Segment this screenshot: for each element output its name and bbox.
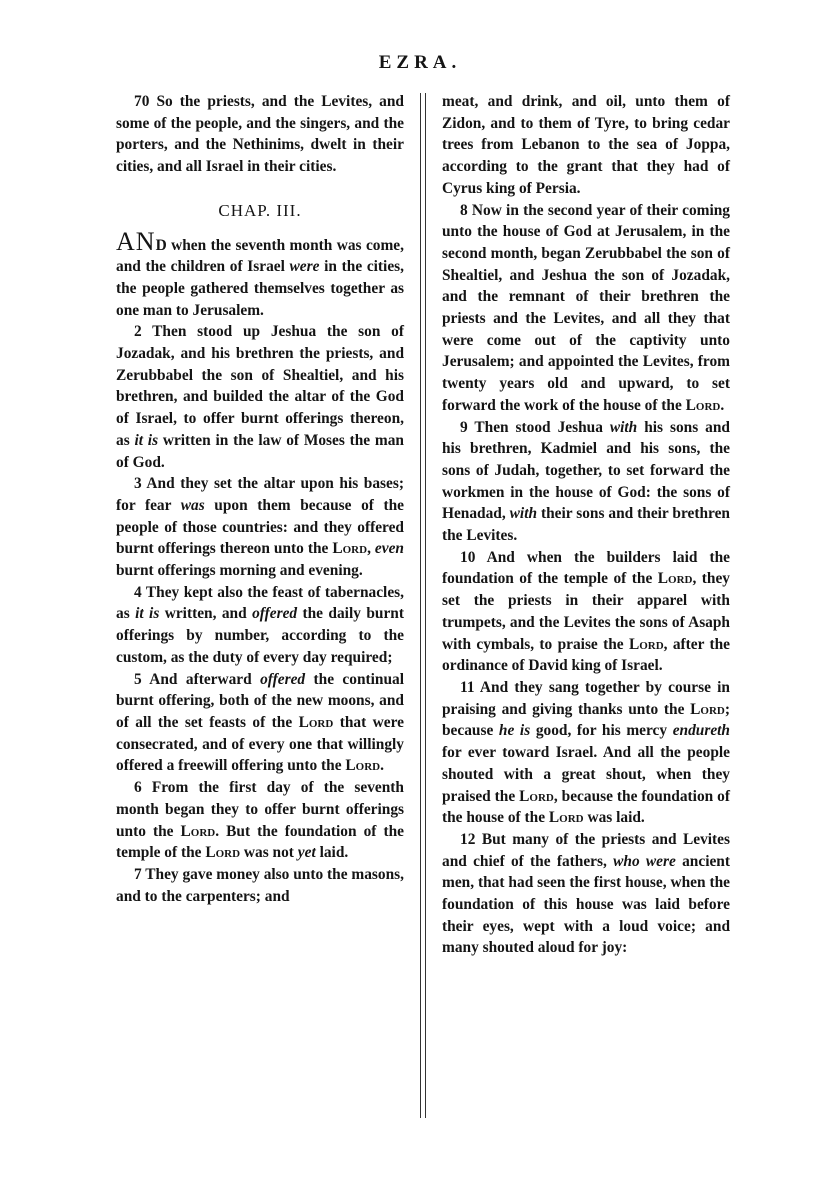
verse-text: upon them because of the people of those countries: and they offered burnt offerings thereon unto the — [116, 496, 404, 558]
verse-text: good, for his mercy — [530, 722, 673, 740]
italic-text: who were — [613, 852, 676, 870]
italic-text: it is — [135, 605, 160, 623]
verse-text: , — [367, 540, 375, 558]
verse-text: in the cities, the people gathered themselves together as one man to Jerusalem. — [116, 258, 404, 319]
verse-text: burnt offerings morning and evening. — [116, 562, 363, 580]
drop-cap: AN — [116, 226, 156, 256]
verse-text: 12 But many of the priests and Levites and chief of the fathers, — [442, 830, 730, 870]
verse-6 — [116, 777, 404, 864]
verse-7-continued: meat, and drink, and oil, unto them of Zidon, and to them of Tyre, to bring cedar trees from Lebanon to the sea of Joppa, according to the grant that they had of Cyrus king of Persia. — [442, 93, 730, 197]
verse-10 — [442, 547, 730, 677]
verse-text: 5 And afterward — [134, 670, 261, 688]
verse-text: that were consecrated, and of every one that willingly offered a freewill offering unto the — [116, 713, 404, 775]
small-caps-text: Lord — [548, 809, 584, 827]
verse-5 — [116, 669, 404, 778]
verse-9 — [442, 417, 730, 547]
verse-text: the continual burnt offering, both of the new moons, and of all the set feasts of the — [116, 670, 404, 731]
small-caps-text: Lord — [628, 635, 664, 653]
running-header: EZRA. — [378, 52, 462, 73]
verse-11 — [442, 677, 730, 829]
verse-text: the daily burnt offerings by number, according to the custom, as the duty of every day required; — [116, 605, 404, 666]
right-column — [442, 91, 730, 959]
verse-text: . But the foundation of the temple of the — [116, 822, 404, 862]
verse-text: , because the foundation of the house of the — [442, 787, 730, 827]
verse-text: . — [720, 396, 725, 414]
small-caps-text: Lord — [685, 396, 721, 414]
italic-text: was — [180, 496, 205, 514]
verse-text: . — [380, 757, 384, 775]
verse-text: laid. — [315, 844, 349, 862]
small-caps-text: Lord — [519, 787, 554, 805]
italic-text: were — [289, 258, 320, 276]
small-caps-text: Lord — [332, 540, 368, 558]
italic-text: offered — [260, 670, 306, 688]
verse-text: their sons and their brethren the Levites. — [442, 505, 730, 545]
small-caps-text: Lord — [298, 713, 334, 731]
verse-text: D when the seventh month was come, and the children of Israel — [116, 236, 404, 276]
verse-text: written in the law of Moses the man of God. — [116, 431, 404, 471]
verse-2 — [116, 321, 404, 473]
chapter-heading: CHAP. III. — [218, 200, 302, 220]
verse-text: 8 Now in the second year of their coming unto the house of God at Jerusalem, in the second month, began Zerubbabel the son of Shealtiel, and Jeshua the son of Jozadak, and the remnant of their brethren the priests and the Levites, and all they that were come out of the captivity unto Jerusalem; and appointed the Levites, from twenty years old and upward, to set forward the work of the house of the — [442, 201, 730, 414]
verse-text: 4 They kept also the feast of tabernacles, as — [116, 583, 404, 623]
verse-7: 7 They gave money also unto the masons, and to the carpenters; and — [116, 865, 404, 905]
verse-text: 3 And they set the altar upon his bases; for fear — [116, 475, 404, 514]
italic-text: yet — [297, 844, 316, 862]
small-caps-text: Lord — [180, 822, 216, 840]
italic-text: with — [609, 418, 638, 436]
verse-text: , they set the priests in their apparel with trumpets, and the Levites the sons of Asaph with cymbals, to praise the — [442, 570, 730, 653]
verse-text: his sons and his brethren, Kadmiel and his sons, the sons of Judah, together, to set forward the workmen in the house of God: the sons of Henadad, — [442, 418, 730, 523]
small-caps-text: Lord — [690, 700, 725, 718]
small-caps-text: Lord — [345, 757, 381, 775]
italic-text: he is — [498, 722, 531, 740]
left-column — [116, 91, 404, 907]
verse-text: for ever toward Israel. And all the people shouted with a great shout, when they praised the — [442, 744, 730, 805]
verse-text: was not — [240, 844, 298, 862]
small-caps-text: Lord — [205, 844, 241, 862]
verse-4 — [116, 582, 404, 669]
verse-1 — [116, 226, 404, 322]
italic-text: endureth — [672, 722, 730, 740]
italic-text: even — [374, 540, 404, 558]
italic-text: it is — [134, 431, 159, 449]
column-divider-line — [420, 93, 421, 1118]
verse-text: ; because — [442, 700, 730, 740]
verse-text: ancient men, that had seen the first house, when the foundation of this house was laid before their eyes, wept with a loud voice; and many shouted aloud for joy: — [442, 852, 730, 957]
verse-text: 6 From the first day of the seventh month began they to offer burnt offerings unto the — [116, 779, 404, 840]
verse-70: 70 So the priests, and the Levites, and some of the people, and the singers, and the porters, and the Nethinims, dwelt in their cities, and all Israel in their cities. — [116, 93, 404, 176]
small-caps-text: Lord — [657, 570, 693, 588]
verse-text: 10 And when the builders laid the foundation of the temple of the — [442, 548, 730, 588]
column-divider-line — [425, 93, 426, 1118]
verse-text: was laid. — [583, 809, 645, 827]
verse-8 — [442, 200, 730, 417]
verse-12 — [442, 829, 730, 959]
verse-text: 9 Then stood Jeshua — [460, 418, 610, 436]
italic-text: offered — [252, 605, 298, 623]
verse-text: written, and — [159, 605, 253, 623]
verse-text: 2 Then stood up Jeshua the son of Jozadak, and his brethren the priests, and Zerubbabel the son of Shealtiel, and his brethren, and builded the altar of the God of Israel, to offer burnt offerings thereon, as — [116, 323, 404, 449]
verse-text: 11 And they sang together by course in praising and giving thanks unto the — [442, 678, 730, 718]
verse-3 — [116, 473, 404, 582]
verse-text: , after the ordinance of David king of Israel. — [442, 635, 730, 675]
italic-text: with — [509, 505, 538, 523]
